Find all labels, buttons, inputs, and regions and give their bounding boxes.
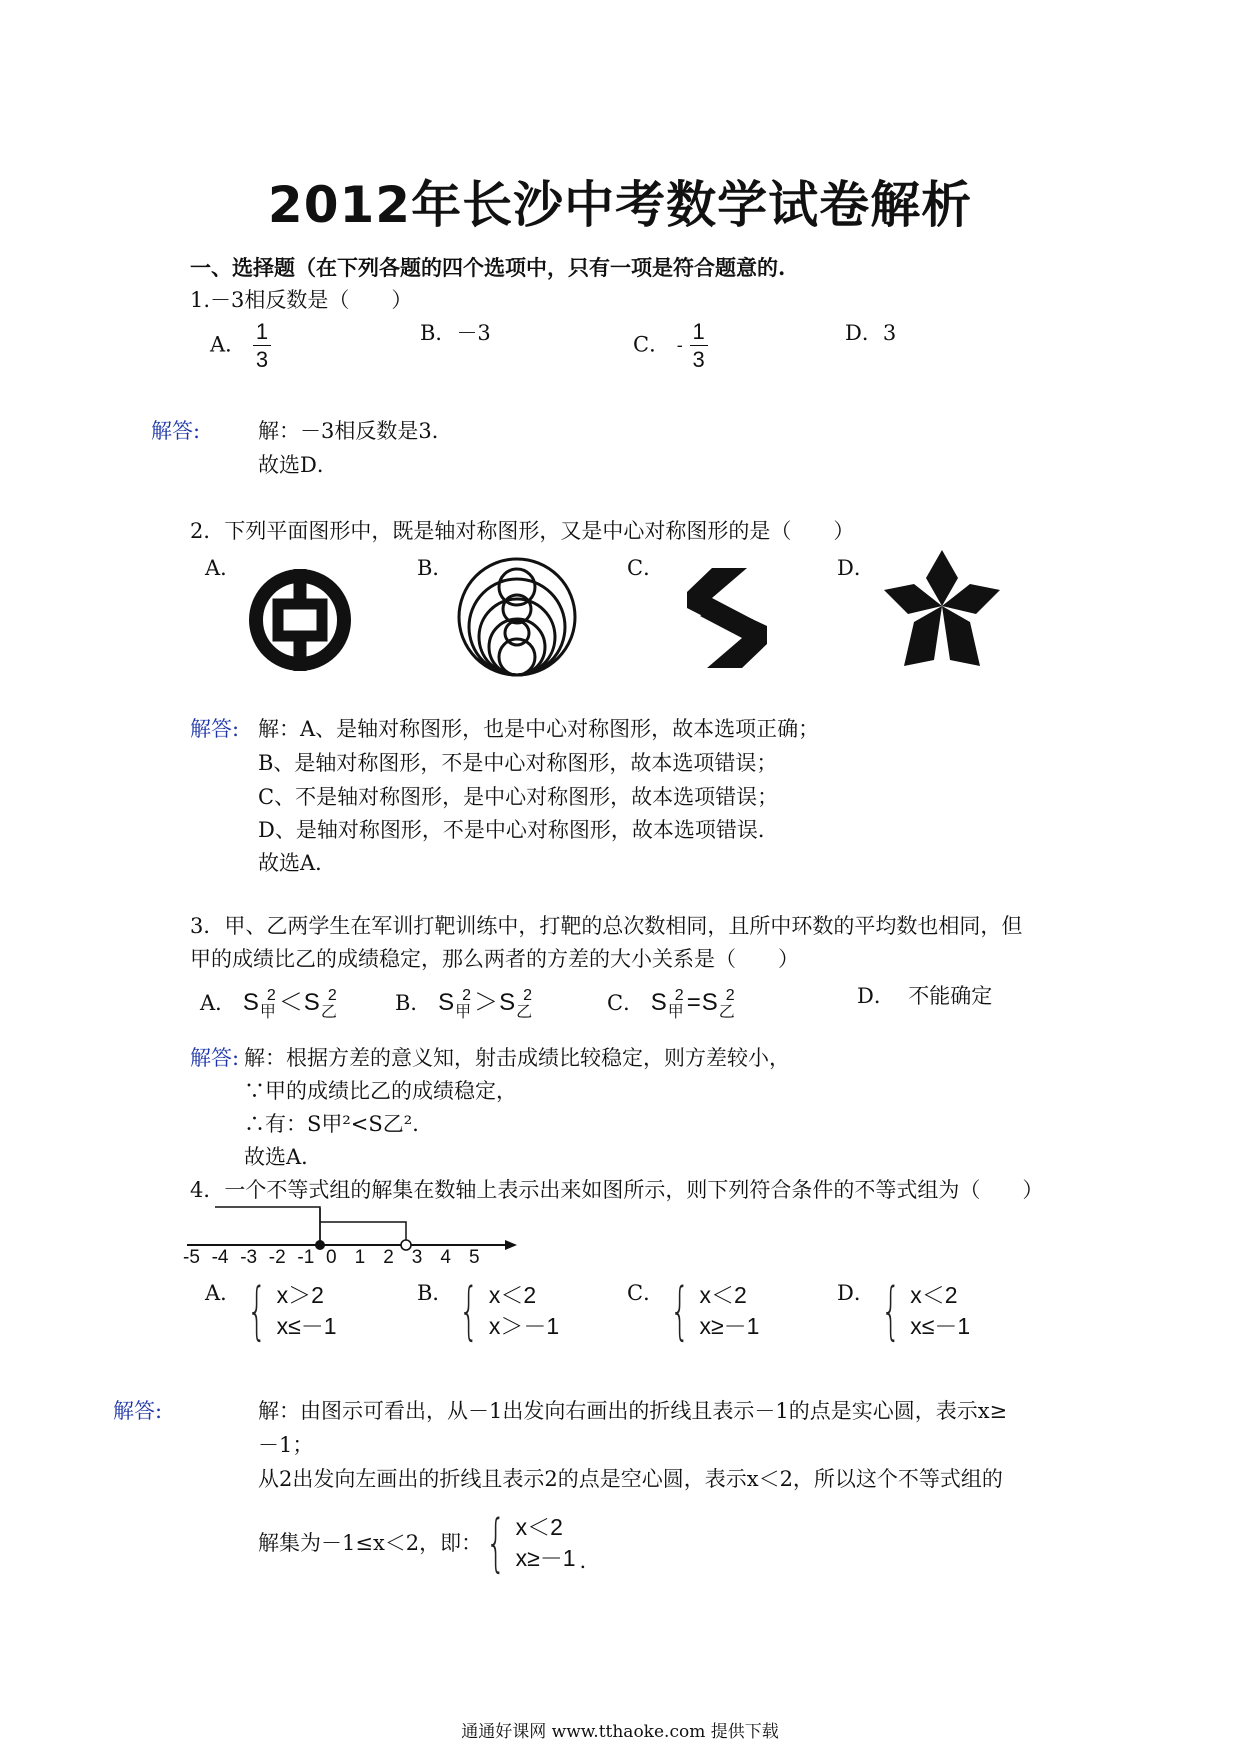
q4-solution-line: 解：由图示可看出，从－1出发向右画出的折线且表示－1的点是实心圆，表示x≥: [258, 1399, 1008, 1423]
q1-option-b: B．－3: [420, 321, 491, 345]
q2-option-c-label: C．: [627, 556, 665, 580]
q3-solution-line: 解：根据方差的意义知，射击成绩比较稳定，则方差较小，: [244, 1046, 790, 1070]
variance-relation: $S_甲^2=S_乙^2$: [650, 987, 736, 1021]
q3-solution-line: ∴有：S甲²<S乙²．: [244, 1112, 434, 1136]
q2-solution-line: C、不是轴对称图形，是中心对称图形，故本选项错误；: [258, 785, 779, 809]
axis-tick-label: 4: [440, 1247, 451, 1268]
variance-relation: $S_甲^2<S_乙^2$: [242, 987, 338, 1021]
q4-solution-line: 从2出发向左画出的折线且表示2的点是空心圆，表示x＜2，所以这个不等式组的: [258, 1467, 1003, 1491]
q2-answer-label: 解答:: [190, 717, 240, 741]
q3-answer-label: 解答:: [190, 1046, 240, 1070]
variance-relation: $S_甲^2>S_乙^2$: [438, 987, 534, 1021]
q3-solution-line: ∵甲的成绩比乙的成绩稳定，: [244, 1079, 517, 1103]
axis-tick-label: -5: [183, 1247, 200, 1268]
q3-option-d: D． 不能确定: [857, 984, 993, 1008]
q4-option-b: B． { x＜2 x＞－1: [417, 1274, 560, 1347]
axis-tick-label: 3: [411, 1247, 423, 1268]
inequality-system: { x＜2 x＞－1: [459, 1274, 560, 1347]
q2-option-b-label: B．: [417, 556, 454, 580]
fraction: $\frac{1}{3}$: [253, 320, 271, 372]
q3-solution-line: 故选A．: [244, 1145, 323, 1169]
q4-option-d: D． { x＜2 x≤－1: [837, 1274, 971, 1347]
q3-option-c: C． $S_甲^2=S_乙^2$: [607, 987, 736, 1021]
axis-tick-label: -1: [297, 1247, 315, 1268]
q2-stem: 2．下列平面图形中，既是轴对称图形，又是中心对称图形的是（ ）: [190, 519, 855, 543]
page-title: 2012年长沙中考数学试卷解析: [267, 176, 973, 234]
q3-option-b: B． $S_甲^2>S_乙^2$: [395, 987, 534, 1021]
axis-tick-label: -2: [268, 1247, 286, 1268]
q1-solution-line: 解：－3相反数是3．: [258, 419, 453, 443]
bank-of-china-logo-icon: [245, 565, 355, 675]
axis-tick-labels: [185, 1247, 525, 1269]
inequality-system: { x＞2 x≤－1: [247, 1274, 337, 1347]
inequality-system: { x＜2 x≤－1: [880, 1274, 971, 1347]
q1-option-c: C． - $\frac{1}{3}$: [633, 320, 708, 372]
q1-stem: 1.－3相反数是（ ）: [190, 288, 413, 312]
axis-tick-label: 1: [354, 1247, 366, 1268]
inequality-system: { x＜2 x≥－1: [670, 1274, 760, 1347]
q4-option-c: C． { x＜2 x≥－1: [627, 1274, 760, 1347]
nested-circles-icon: [455, 555, 580, 680]
axis-tick-label: 5: [469, 1247, 480, 1268]
q2-solution-line: D、是轴对称图形，不是中心对称图形，故本选项错误．: [258, 818, 779, 842]
q3-stem-line: 甲的成绩比乙的成绩稳定，那么两者的方差的大小关系是（ ）: [190, 947, 799, 971]
five-rhombus-star-icon: [880, 548, 1005, 673]
axis-tick-label: 2: [383, 1247, 394, 1268]
q4-stem: 4．一个不等式组的解集在数轴上表示出来如图所示，则下列符合条件的不等式组为（ ）: [190, 1178, 1044, 1202]
q4-answer-label: 解答:: [113, 1399, 163, 1423]
axis-tick-label: -3: [240, 1247, 258, 1268]
q3-option-a: A． $S_甲^2<S_乙^2$: [200, 987, 338, 1021]
q2-solution-line: 故选A．: [258, 851, 337, 875]
number-line-figure: [185, 1200, 525, 1270]
q4-option-a: A． { x＞2 x≤－1: [205, 1274, 337, 1347]
q1-answer-label: 解答:: [151, 419, 201, 443]
q4-solution-line: －1；: [258, 1433, 314, 1457]
q1-solution-line: 故选D．: [258, 453, 338, 477]
q2-option-d-label: D．: [837, 556, 875, 580]
section-heading: 一、选择题（在下列各题的四个选项中，只有一项是符合题意的.: [190, 255, 786, 280]
q4-solution-final: 解集为－1≤x＜2，即： { x＜2 x≥－1 .: [258, 1506, 587, 1579]
suzuki-s-logo-icon: [672, 568, 782, 668]
option-label: A．: [210, 332, 247, 357]
q2-option-a-label: A．: [205, 556, 242, 580]
q3-stem-line: 3．甲、乙两学生在军训打靶训练中，打靶的总次数相同，且所中环数的平均数也相同，但: [190, 914, 1023, 938]
q1-option-d: D．3: [845, 321, 897, 345]
q2-solution-line: B、是轴对称图形，不是中心对称图形，故本选项错误；: [258, 751, 778, 775]
axis-tick-label: -4: [211, 1247, 229, 1268]
q2-solution-line: 解：A、是轴对称图形，也是中心对称图形，故本选项正确；: [258, 717, 820, 741]
q1-option-a: [210, 320, 271, 372]
fraction: $\frac{1}{3}$: [690, 320, 708, 372]
footer-credit: 通通好课网 www.tthaoke.com 提供下载: [461, 1722, 779, 1742]
axis-tick-label: 0: [326, 1247, 337, 1268]
inequality-system: { x＜2 x≥－1: [486, 1506, 576, 1579]
